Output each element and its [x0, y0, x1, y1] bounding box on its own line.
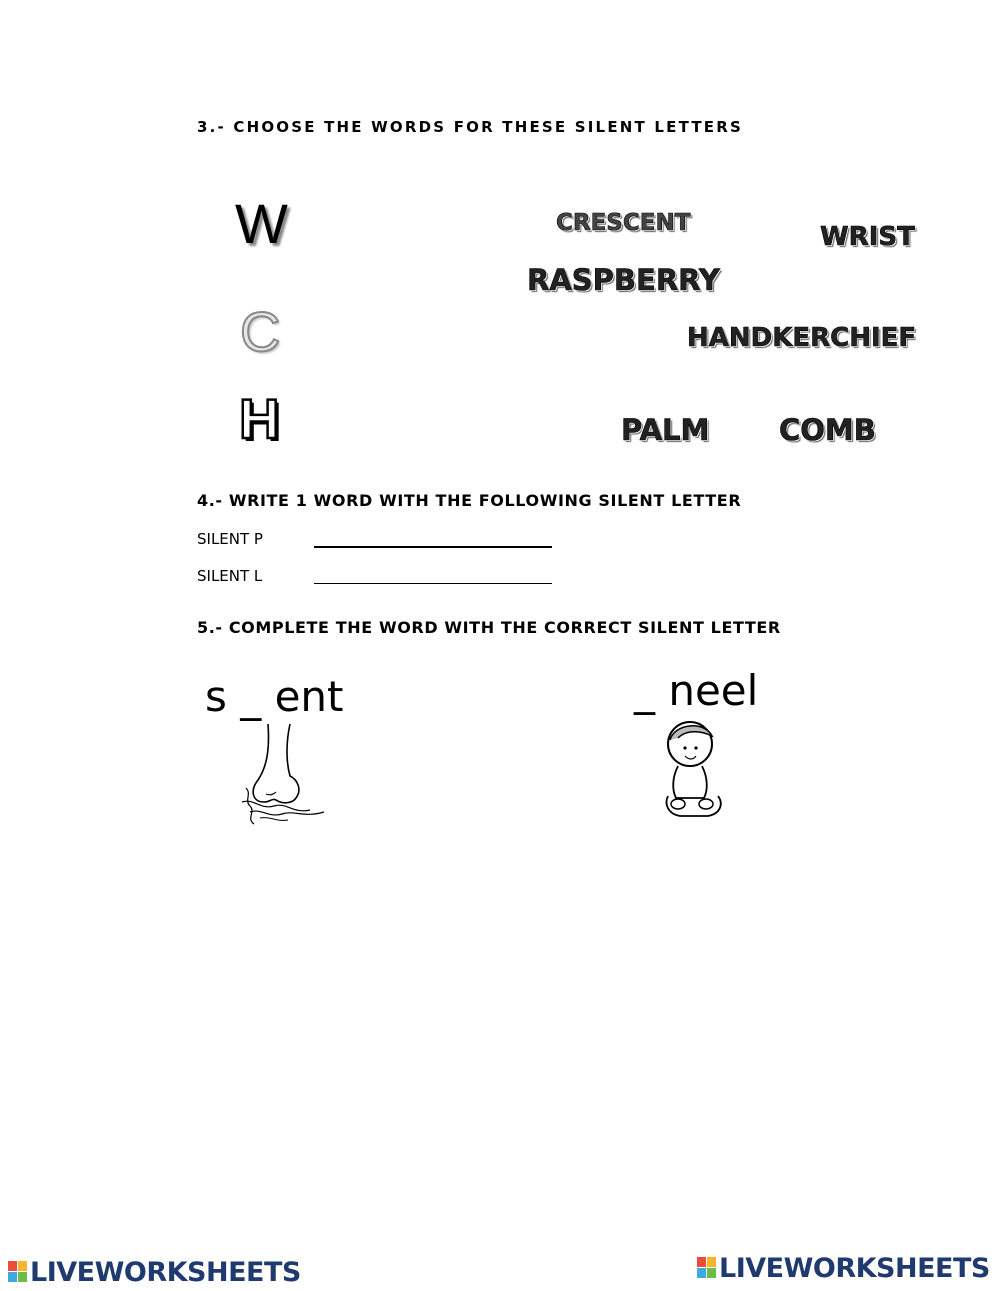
fill-word-scent[interactable]: s _ ent — [205, 672, 344, 721]
word-palm[interactable]: PALM — [621, 413, 710, 447]
word-handkerchief[interactable]: HANDKERCHIEF — [687, 323, 917, 353]
section-3-heading: 3.- CHOOSE THE WORDS FOR THESE SILENT LETTERS — [197, 118, 743, 136]
section-5-heading: 5.- COMPLETE THE WORD WITH THE CORRECT SILENT LETTER — [197, 618, 781, 637]
kneeling-girl-illustration — [658, 718, 732, 822]
liveworksheets-icon — [8, 1261, 28, 1283]
word-raspberry[interactable]: RASPBERRY — [527, 263, 720, 297]
liveworksheets-logo-left — [8, 1257, 301, 1288]
liveworksheets-logo-right — [697, 1253, 990, 1284]
silent-letter-c[interactable]: C — [240, 300, 281, 363]
word-comb[interactable]: COMB — [779, 413, 876, 447]
section-4-heading: 4.- WRITE 1 WORD WITH THE FOLLOWING SILENT LETTER — [197, 491, 742, 510]
silent-p-answer-blank[interactable] — [314, 546, 552, 548]
silent-letter-w[interactable]: W — [235, 192, 288, 255]
fill-word-kneel[interactable]: _ neel — [634, 666, 759, 715]
silent-letter-h[interactable]: H — [239, 387, 280, 450]
word-crescent[interactable]: CRESCENT — [556, 210, 691, 236]
word-wrist[interactable]: WRIST — [820, 222, 915, 252]
nose-smell-illustration — [240, 722, 332, 826]
liveworksheets-icon — [697, 1257, 717, 1279]
liveworksheets-brand-text: LIVEWORKSHEETS — [30, 1257, 301, 1288]
silent-p-label: SILENT P — [197, 530, 263, 548]
liveworksheets-brand-text: LIVEWORKSHEETS — [719, 1253, 990, 1284]
silent-l-label: SILENT L — [197, 567, 263, 585]
silent-l-answer-blank[interactable] — [314, 583, 552, 584]
